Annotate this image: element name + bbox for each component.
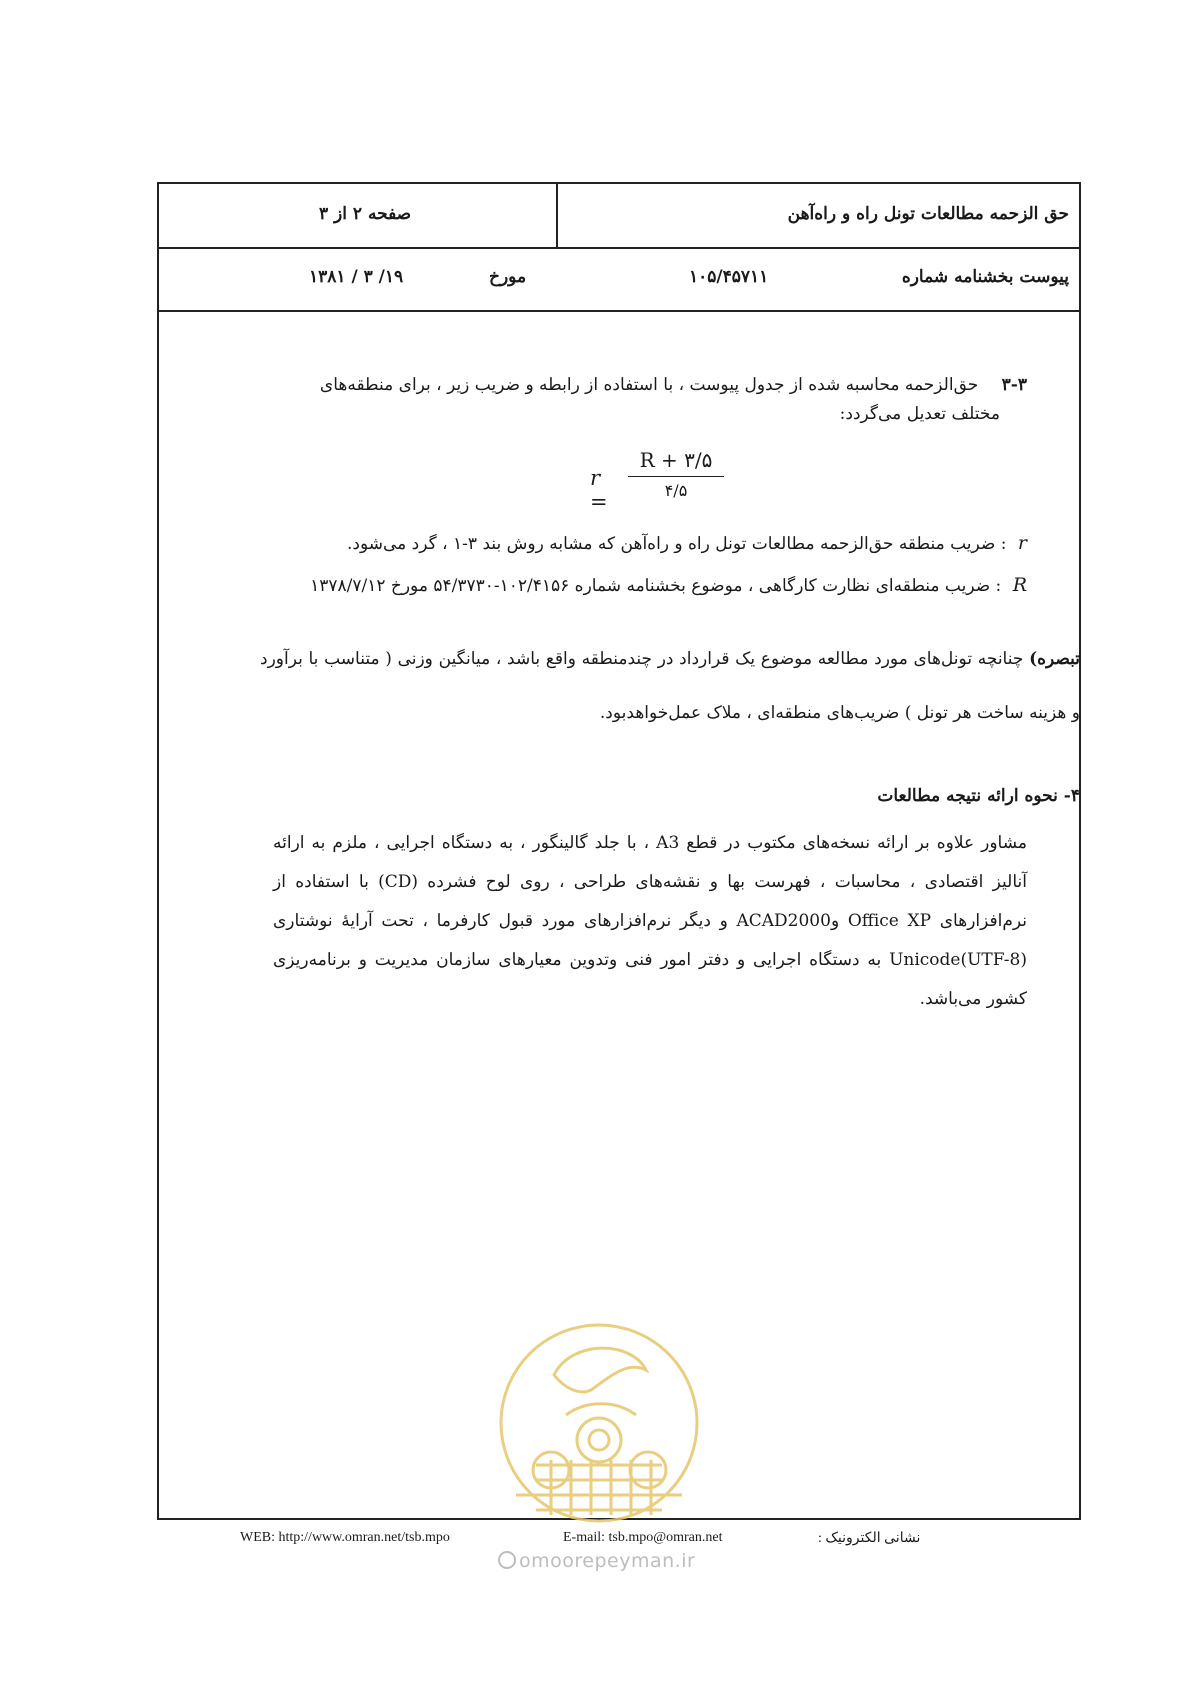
circular-number: ۱۰۵/۴۵۷۱۱: [689, 267, 769, 287]
definition-text: : ضریب منطقه‌ای نظارت کارگاهی ، موضوع بخشنامه شماره ۱۰۲/۴۱۵۶-۵۴/۳۷۳۰ مورخ ۱۳۷۸/۷/۱۲: [310, 576, 1002, 596]
header-row-title: [159, 184, 1079, 249]
circular-label: پیوست بخشنامه شماره: [901, 267, 1069, 287]
footer-address-label: نشانی الکترونیک :: [818, 1531, 921, 1546]
formula-numerator: R + ۳/۵: [628, 448, 724, 477]
document-title: حق الزحمه مطالعات تونل راه و راه‌آهن: [787, 204, 1069, 224]
definition-variable: r: [1017, 532, 1027, 554]
watermark-text: omoorepeyman.ir: [519, 1550, 696, 1572]
footer-email: E-mail: tsb.mpo@omran.net: [563, 1530, 723, 1545]
footer-web: WEB: http://www.omran.net/tsb.mpo: [240, 1530, 450, 1545]
dated-label: مورخ: [489, 267, 527, 287]
header-row-circular: [159, 247, 1079, 312]
circular-date: ۱۳۸۱ / ۳ /۱۹: [309, 267, 404, 287]
section-text: حق‌الزحمه محاسبه شده از جدول پیوست ، با استفاده از رابطه و ضریب زیر ، برای منطقه‌های: [319, 375, 979, 395]
note-label: تبصره): [1029, 649, 1080, 669]
formula-lhs: r =: [590, 466, 608, 514]
page-number: صفحه ۲ از ۳: [319, 204, 412, 224]
omoorepeyman-logo: [496, 1320, 702, 1526]
definition-variable: R: [1012, 574, 1027, 596]
definition-r: [347, 532, 1027, 554]
section-text-continued: مختلف تعدیل می‌گردد:: [839, 404, 1000, 424]
note-paragraph: [260, 632, 1080, 740]
section-4-title: ۴- نحوه ارائه نتیجه مطالعات: [877, 786, 1080, 806]
definition-text: : ضریب منطقه حق‌الزحمه مطالعات تونل راه و راه‌آهن که مشابه روش بند ۳-۱ ، گرد می‌شود.: [347, 534, 1007, 554]
formula-fraction: [628, 448, 724, 500]
header-divider: [556, 184, 558, 247]
note-text: چنانچه تونل‌های مورد مطالعه موضوع یک قرارداد در چندمنطقه واقع باشد ، میانگین وزنی ( متناسب با برآورد و هزینه ساخت هر تونل ) ضریب‌های منطقه‌ای ، ملاک عمل‌خواهدبود.: [260, 649, 1080, 723]
section-4-text: مشاور علاوه بر ارائه نسخه‌های مکتوب در قطع A3 ، با جلد گالینگور ، به دستگاه اجرایی ، ملزم به ارائه آنالیز اقتصادی ، محاسبات ، فهرست بها و نقشه‌های طراحی ، روی لوح فشرده (CD) با استفاده از نرم‌افزارهای Office XP وACAD2000 و دیگر نرم‌افزارهای مورد قبول کارفرما ، تحت آرایهٔ نوشتاری Unicode(UTF-8) به دستگاه اجرایی و دفتر امور فنی وتدوین معیارهای سازمان مدیریت و برنامه‌ریزی کشور می‌باشد.: [273, 833, 1027, 1009]
watermark-icon: [498, 1551, 516, 1569]
section-3-3: [267, 366, 1027, 404]
definition-R: [310, 574, 1027, 596]
formula-denominator: ۴/۵: [664, 481, 688, 500]
watermark: [498, 1550, 695, 1572]
section-number: ۳-۳: [1001, 375, 1027, 395]
